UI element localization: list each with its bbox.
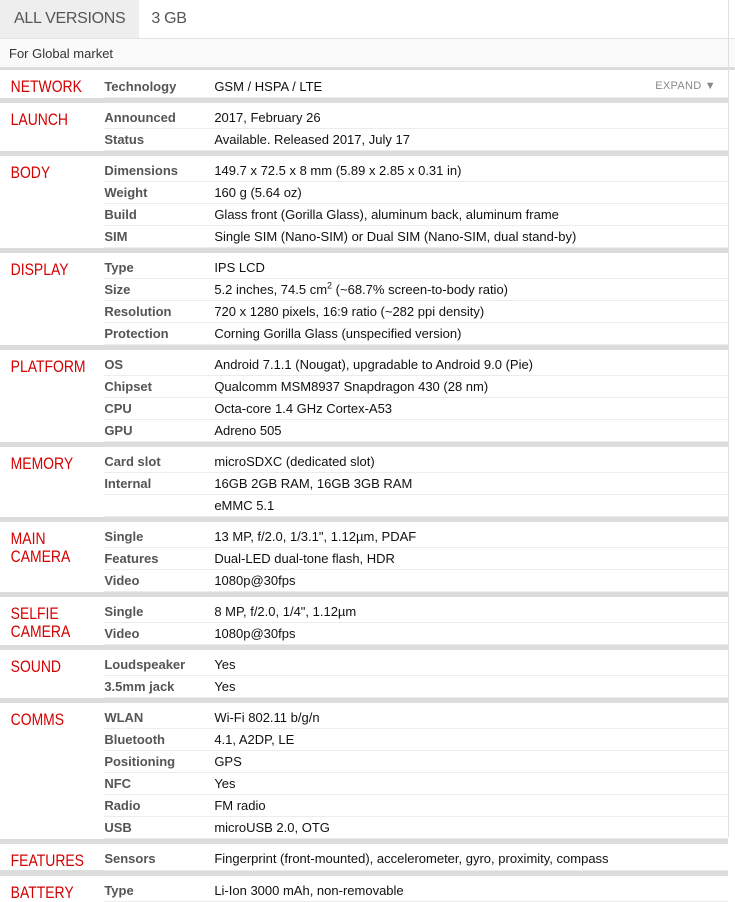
category-label-line: MAIN bbox=[10, 529, 46, 548]
spec-row bbox=[0, 376, 728, 398]
spec-value bbox=[214, 447, 728, 473]
spec-value bbox=[214, 817, 728, 839]
expand-button[interactable]: EXPAND ▼ bbox=[655, 80, 716, 92]
category-platform: PLATFORM bbox=[10, 357, 86, 376]
spec-row bbox=[0, 279, 728, 301]
spec-value-text: Android 7.1.1 (Nougat), upgradable to Android 9.0 (Pie) bbox=[214, 357, 534, 372]
spec-title[interactable]: Dimensions bbox=[104, 156, 214, 182]
category-sound: SOUND bbox=[10, 657, 62, 676]
spec-value-text: Qualcomm MSM8937 Snapdragon 430 (28 nm) bbox=[214, 379, 489, 394]
spec-title[interactable]: Status bbox=[104, 129, 214, 151]
spec-value bbox=[214, 182, 728, 204]
spec-value bbox=[214, 103, 728, 129]
spec-value bbox=[214, 703, 728, 729]
spec-title[interactable]: Weight bbox=[104, 182, 214, 204]
spec-value bbox=[214, 495, 728, 517]
spec-value bbox=[214, 844, 728, 870]
spec-title[interactable]: 3.5mm jack bbox=[104, 676, 214, 698]
spec-row bbox=[0, 103, 728, 129]
tab-3gb[interactable]: 3 GB bbox=[151, 10, 187, 27]
market-note: For Global market bbox=[0, 39, 735, 67]
spec-title[interactable]: Size bbox=[104, 279, 214, 301]
category-network: NETWORK bbox=[10, 77, 82, 96]
spec-row bbox=[0, 420, 728, 442]
spec-title[interactable]: Type bbox=[104, 253, 214, 279]
spec-value-text: microUSB 2.0, OTG bbox=[214, 820, 330, 835]
specs-table bbox=[0, 70, 728, 902]
spec-row bbox=[0, 70, 728, 98]
category-memory: MEMORY bbox=[10, 454, 74, 473]
spec-title[interactable] bbox=[104, 495, 214, 517]
spec-title[interactable]: Internal bbox=[104, 473, 214, 495]
category-features: FEATURES bbox=[10, 851, 84, 870]
spec-value-text: microSDXC (dedicated slot) bbox=[214, 454, 375, 469]
spec-value-text: Yes bbox=[214, 657, 236, 672]
spec-row bbox=[0, 253, 728, 279]
spec-row bbox=[0, 876, 728, 902]
spec-title[interactable]: OS bbox=[104, 350, 214, 376]
spec-row bbox=[0, 522, 728, 548]
spec-title[interactable]: Positioning bbox=[104, 751, 214, 773]
spec-row bbox=[0, 703, 728, 729]
spec-row bbox=[0, 773, 728, 795]
spec-title[interactable]: Resolution bbox=[104, 301, 214, 323]
category-launch: LAUNCH bbox=[10, 110, 68, 129]
category-selfie-camera bbox=[0, 597, 86, 645]
right-border bbox=[728, 0, 729, 837]
spec-title[interactable]: Sensors bbox=[104, 844, 214, 870]
spec-value-text: Octa-core 1.4 GHz Cortex-A53 bbox=[214, 401, 393, 416]
spec-value bbox=[214, 156, 728, 182]
spec-title[interactable]: Card slot bbox=[104, 447, 214, 473]
spec-value-text: Dual-LED dual-tone flash, HDR bbox=[214, 551, 395, 566]
spec-title[interactable]: NFC bbox=[104, 773, 214, 795]
spec-value-text: 2017, February 26 bbox=[214, 110, 321, 125]
spec-value-text: 5.2 inches, 74.5 cm bbox=[214, 282, 328, 297]
spec-value bbox=[214, 70, 728, 98]
screen-ratio: (~68.7% screen-to-body ratio) bbox=[332, 282, 509, 297]
spec-value bbox=[214, 795, 728, 817]
spec-value bbox=[214, 253, 728, 279]
spec-row bbox=[0, 844, 728, 870]
spec-value bbox=[214, 676, 728, 698]
spec-title[interactable]: Protection bbox=[104, 323, 214, 345]
spec-value bbox=[214, 570, 728, 592]
spec-value-text: Adreno 505 bbox=[214, 423, 282, 438]
spec-value bbox=[214, 129, 728, 151]
spec-value bbox=[214, 301, 728, 323]
spec-title[interactable]: Video bbox=[104, 623, 214, 645]
spec-title[interactable]: Bluetooth bbox=[104, 729, 214, 751]
spec-row bbox=[0, 751, 728, 773]
spec-value bbox=[214, 279, 728, 301]
spec-value bbox=[214, 876, 728, 902]
spec-value-text: Li-Ion 3000 mAh, non-removable bbox=[214, 882, 404, 898]
spec-row bbox=[0, 729, 728, 751]
spec-value-text: Available. Released 2017, July 17 bbox=[214, 132, 410, 147]
category-main-camera bbox=[0, 522, 86, 592]
spec-row bbox=[0, 795, 728, 817]
spec-value-text: Glass front (Gorilla Glass), aluminum back, aluminum frame bbox=[214, 207, 559, 222]
spec-title[interactable]: Video bbox=[104, 570, 214, 592]
spec-value bbox=[214, 729, 728, 751]
spec-title[interactable]: Technology bbox=[104, 70, 214, 98]
spec-title[interactable]: Chipset bbox=[104, 376, 214, 398]
spec-row bbox=[0, 350, 728, 376]
category-comms: COMMS bbox=[10, 710, 65, 729]
spec-value bbox=[214, 398, 728, 420]
spec-row bbox=[0, 156, 728, 182]
tab-all-versions[interactable]: ALL VERSIONS bbox=[0, 0, 139, 38]
spec-title[interactable]: Build bbox=[104, 204, 214, 226]
spec-value bbox=[214, 204, 728, 226]
spec-value bbox=[214, 323, 728, 345]
spec-row bbox=[0, 323, 728, 345]
spec-title[interactable]: USB bbox=[104, 817, 214, 839]
spec-title[interactable]: Single bbox=[104, 597, 214, 623]
spec-value bbox=[214, 350, 728, 376]
unit-superscript: 2 bbox=[327, 280, 333, 291]
spec-title[interactable]: CPU bbox=[104, 398, 214, 420]
spec-row bbox=[0, 204, 728, 226]
spec-value-text: 160 g (5.64 oz) bbox=[214, 185, 302, 200]
category-battery: BATTERY bbox=[10, 882, 74, 902]
spec-value-text: GSM / HSPA / LTE bbox=[214, 79, 323, 94]
spec-value-text: GPS bbox=[214, 754, 242, 769]
spec-value bbox=[214, 226, 728, 248]
spec-title[interactable]: WLAN bbox=[104, 703, 214, 729]
spec-value bbox=[214, 773, 728, 795]
spec-value-text: 1080p@30fps bbox=[214, 626, 296, 641]
category-label-line: CAMERA bbox=[10, 622, 71, 641]
category-label-line: CAMERA bbox=[10, 547, 71, 566]
spec-title[interactable]: Single bbox=[104, 522, 214, 548]
category-body: BODY bbox=[10, 163, 51, 182]
spec-value-text: eMMC 5.1 bbox=[214, 498, 275, 513]
spec-row bbox=[0, 623, 728, 645]
spec-title[interactable]: Type bbox=[104, 876, 214, 902]
version-tabs bbox=[0, 0, 735, 39]
spec-row bbox=[0, 650, 728, 676]
spec-value-text: Yes bbox=[214, 776, 236, 791]
spec-row bbox=[0, 817, 728, 839]
spec-title[interactable]: SIM bbox=[104, 226, 214, 248]
spec-row bbox=[0, 398, 728, 420]
spec-row bbox=[0, 129, 728, 151]
spec-value bbox=[214, 623, 728, 645]
spec-value bbox=[214, 597, 728, 623]
spec-value-text: 16GB 2GB RAM, 16GB 3GB RAM bbox=[214, 476, 413, 491]
spec-row bbox=[0, 182, 728, 204]
spec-value bbox=[214, 650, 728, 676]
spec-value-text: Yes bbox=[214, 679, 236, 694]
spec-row bbox=[0, 548, 728, 570]
spec-value-text: 13 MP, f/2.0, 1/3.1", 1.12µm, PDAF bbox=[214, 529, 417, 544]
spec-value-text: 8 MP, f/2.0, 1/4", 1.12µm bbox=[214, 604, 357, 619]
spec-row bbox=[0, 226, 728, 248]
spec-value-text: FM radio bbox=[214, 798, 266, 813]
spec-value bbox=[214, 473, 728, 495]
spec-value bbox=[214, 522, 728, 548]
spec-value bbox=[214, 420, 728, 442]
spec-title[interactable]: Features bbox=[104, 548, 214, 570]
spec-row bbox=[0, 301, 728, 323]
spec-row bbox=[0, 495, 728, 517]
spec-value bbox=[214, 548, 728, 570]
spec-row bbox=[0, 676, 728, 698]
spec-title[interactable]: GPU bbox=[104, 420, 214, 442]
spec-value-text: Fingerprint (front-mounted), accelerometer, gyro, proximity, compass bbox=[214, 851, 609, 866]
spec-value-text: 4.1, A2DP, LE bbox=[214, 732, 295, 747]
category-label-line: SELFIE bbox=[10, 604, 59, 623]
spec-row bbox=[0, 447, 728, 473]
spec-value-text: 149.7 x 72.5 x 8 mm (5.89 x 2.85 x 0.31 in) bbox=[214, 163, 462, 178]
spec-title[interactable]: Loudspeaker bbox=[104, 650, 214, 676]
spec-title[interactable]: Announced bbox=[104, 103, 214, 129]
spec-value-text: IPS LCD bbox=[214, 260, 265, 275]
spec-value bbox=[214, 376, 728, 398]
spec-value-text: 1080p@30fps bbox=[214, 573, 296, 588]
spec-row bbox=[0, 473, 728, 495]
spec-value-text: Single SIM (Nano-SIM) or Dual SIM (Nano-SIM, dual stand-by) bbox=[214, 229, 577, 244]
spec-value bbox=[214, 751, 728, 773]
category-display: DISPLAY bbox=[10, 260, 69, 279]
spec-value-text: Corning Gorilla Glass (unspecified version) bbox=[214, 326, 462, 341]
spec-row bbox=[0, 597, 728, 623]
spec-value-text: Wi-Fi 802.11 b/g/n bbox=[214, 710, 320, 725]
spec-row bbox=[0, 570, 728, 592]
spec-title[interactable]: Radio bbox=[104, 795, 214, 817]
spec-value-text: 720 x 1280 pixels, 16:9 ratio (~282 ppi density) bbox=[214, 304, 485, 319]
